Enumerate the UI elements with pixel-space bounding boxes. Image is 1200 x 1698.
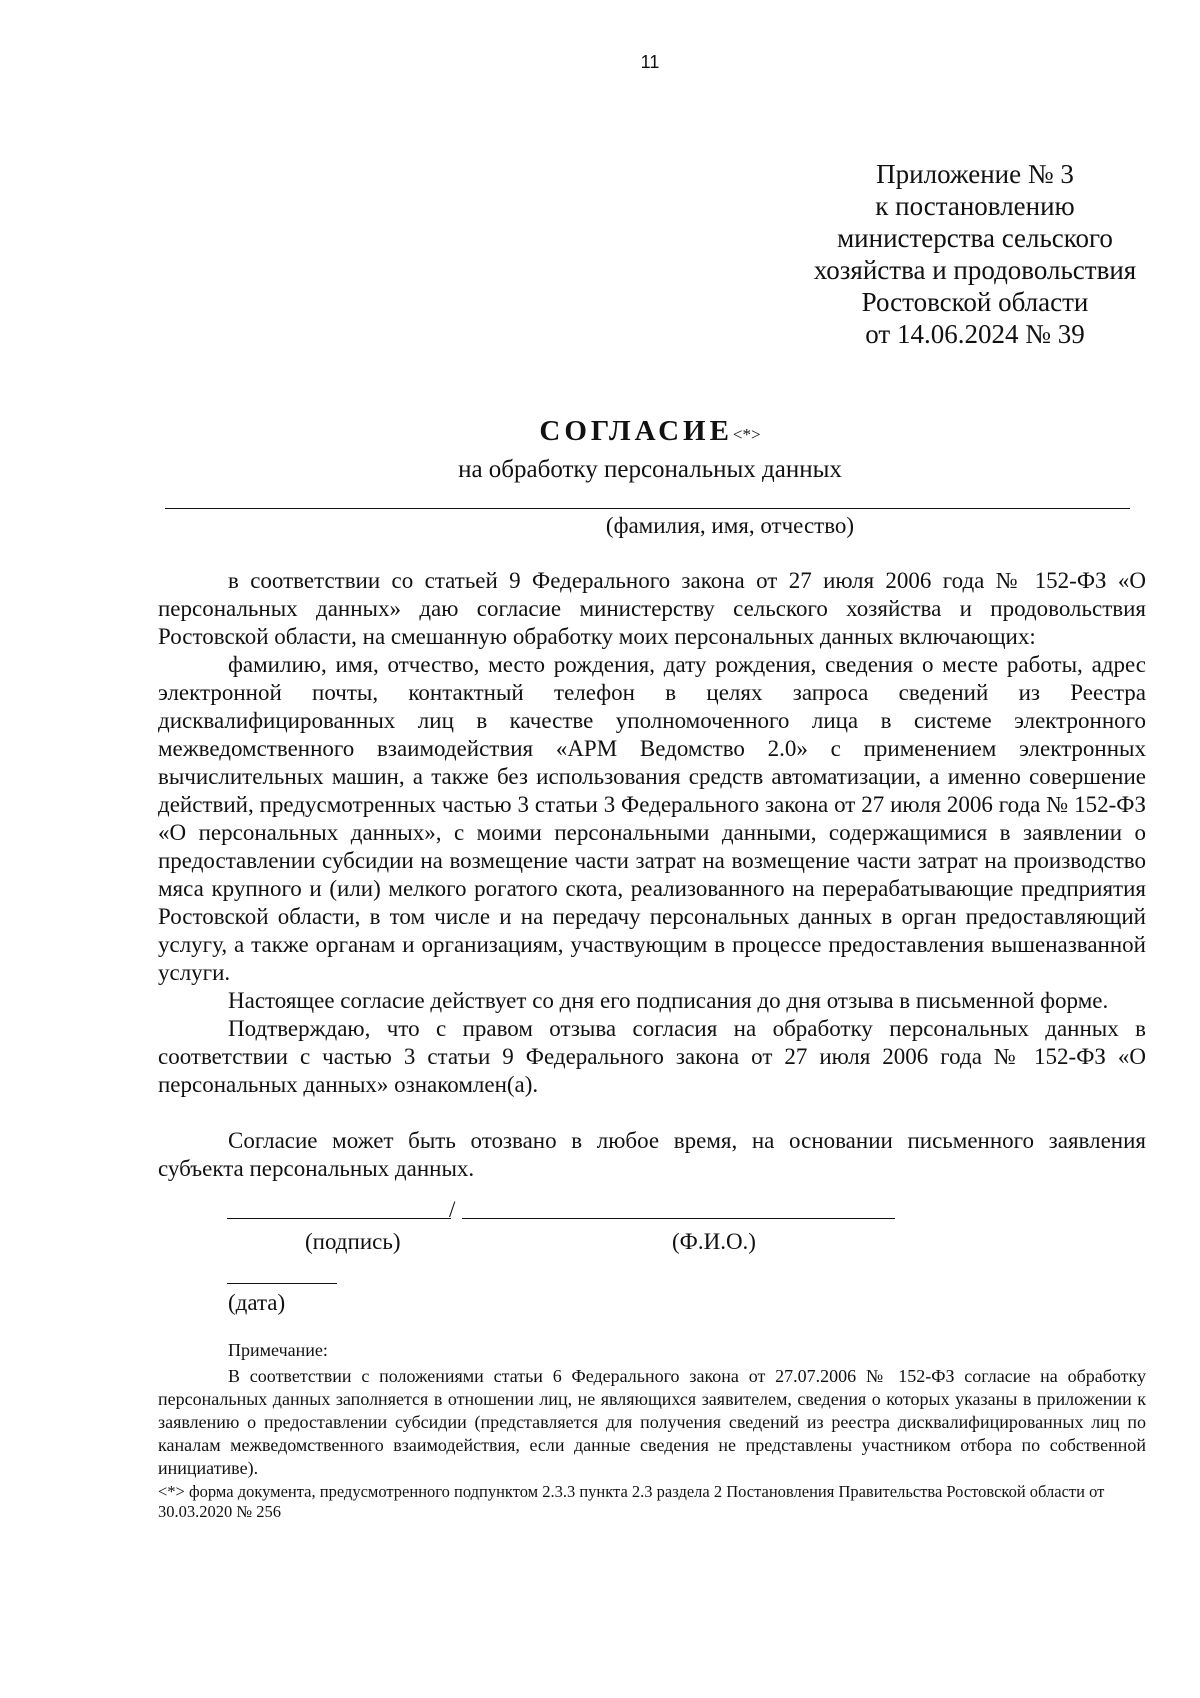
- body-paragraph: Согласие может быть отозвано в любое время, на основании письменного заявления субъекта персональных данных.: [158, 1128, 1146, 1181]
- date-caption: (дата): [228, 1290, 286, 1315]
- document-title: [0, 415, 1200, 448]
- appendix-line: к постановлению: [875, 191, 1075, 221]
- appendix-line: от 14.06.2024 № 39: [865, 319, 1085, 349]
- footnote-mark: <*>: [732, 425, 761, 444]
- note-label: Примечание:: [228, 1340, 328, 1360]
- body-paragraph: Подтверждаю, что с правом отзыва согласия на обработку персональных данных в соответствии с частью 3 статьи 9 Федерального закона от 27 июля 2006 года № 152-ФЗ «О персональных данных» ознакомлен(а).: [158, 1016, 1146, 1097]
- appendix-line: хозяйства и продовольствия: [813, 255, 1137, 285]
- body-paragraph: в соответствии со статьей 9 Федерального закона от 27 июля 2006 года № 152-ФЗ «О персональных данных» даю согласие министерству сельского хозяйства и продовольствия Ростовской области, на смешанную обработку моих персональных данных включающих:: [158, 568, 1146, 649]
- appendix-line: министерства сельского: [837, 223, 1113, 253]
- appendix-header: [760, 158, 1190, 350]
- signature-caption: (подпись): [305, 1229, 401, 1254]
- footnote: <*> форма документа, предусмотренного подпунктом 2.3.3 пункта 2.3 раздела 2 Постановления Правительства Ростовской области от 30.03.2020 № 256: [158, 1482, 1105, 1521]
- fio-field-line[interactable]: [462, 1218, 895, 1219]
- body-paragraph: фамилию, имя, отчество, место рождения, дату рождения, сведения о месте работы, адрес электронной почты, контактный телефон в целях запроса сведений из Реестра дисквалифицированных лиц в качестве уполномоченного лица в системе электронного межведомственного взаимодействия «АРМ Ведомство 2.0» с применением электронных вычислительных машин, а также без использования средств автоматизации, а именно совершение действий, предусмотренных частью 3 статьи 3 Федерального закона от 27 июля 2006 года № 152-ФЗ «О персональных данных», с моими персональными данными, содержащимися в заявлении о предоставлении субсидии на возмещение части затрат на возмещение части затрат на производство мяса крупного и (или) мелкого рогатого скота, реализованного на перерабатывающие предприятия Ростовской области, в том числе и на передачу персональных данных в орган предоставляющий услугу, а также органам и организациям, участвующим в процессе предоставления вышеназванной услуги.: [158, 652, 1146, 985]
- appendix-line: Приложение № 3: [876, 159, 1074, 189]
- body-paragraph: Настоящее согласие действует со дня его подписания до дня отзыва в письменной форме.: [228, 988, 1109, 1013]
- fio-caption: (Ф.И.О.): [672, 1229, 756, 1254]
- note-text: В соответствии с положениями статьи 6 Федерального закона от 27.07.2006 № 152-ФЗ согласие на обработку персональных данных заполняется в отношении лиц, не являющихся заявителем, сведения о которых указаны в приложении к заявлению о предоставлении субсидии (представляется для получения сведений из реестра дисквалифицированных лиц по каналам межведомственного взаимодействия, если данные сведения не представлены участником отбора по собственной инициативе).: [158, 1366, 1146, 1478]
- date-field-line[interactable]: [227, 1283, 337, 1284]
- signature-separator: /: [449, 1197, 456, 1222]
- full-name-caption: (фамилия, имя, отчество): [605, 513, 855, 538]
- document-subtitle: на обработку персональных данных: [458, 456, 842, 483]
- note: [158, 1365, 1146, 1480]
- consent-body: [158, 567, 1146, 1183]
- appendix-line: Ростовской области: [861, 287, 1089, 317]
- signature-field-line[interactable]: [227, 1218, 451, 1219]
- page-number: 11: [640, 52, 660, 72]
- document-title-text: СОГЛАСИЕ: [539, 415, 733, 447]
- full-name-field-line[interactable]: [165, 508, 1130, 509]
